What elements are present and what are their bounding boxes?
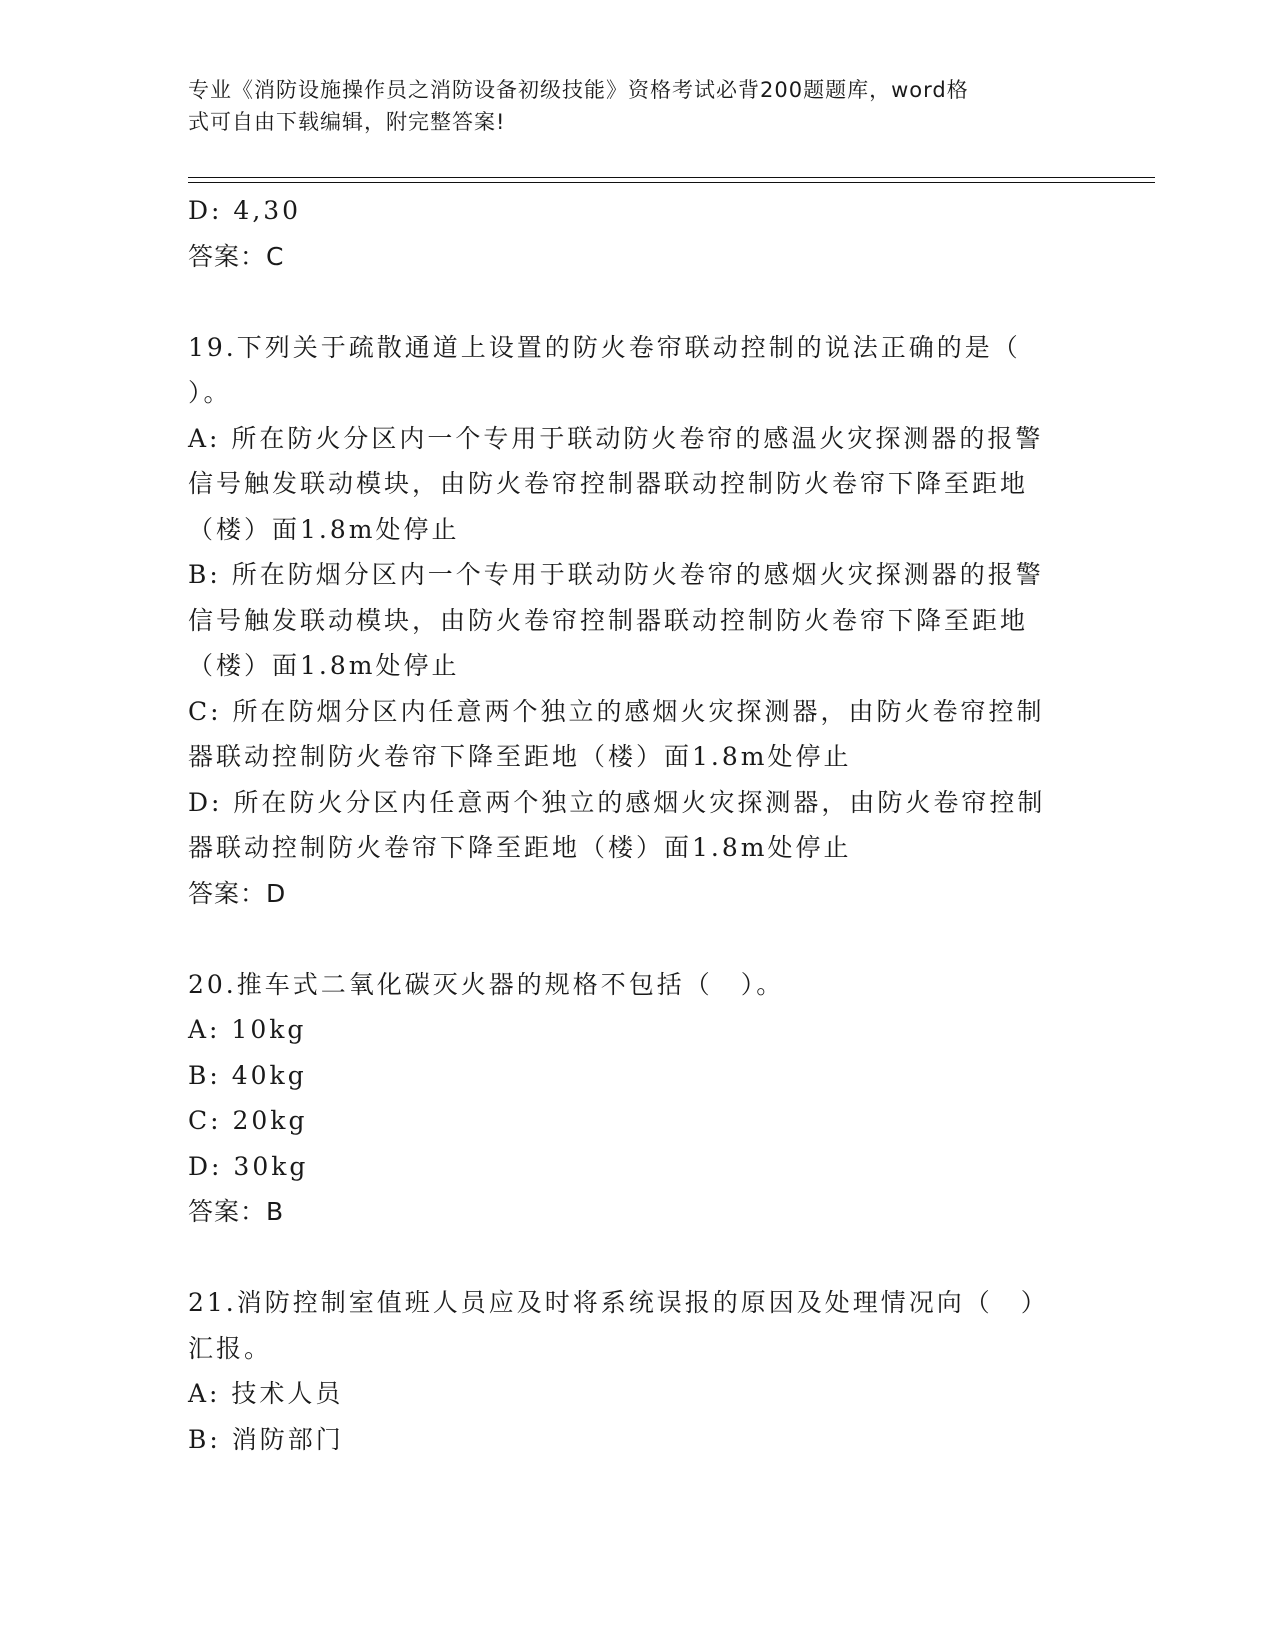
- q20-answer: 答案：B: [188, 1197, 285, 1226]
- q18-option-d: D: 4,30: [188, 196, 302, 225]
- header-line-1: 专业《消防设施操作员之消防设备初级技能》资格考试必背200题题库，word格: [188, 78, 969, 102]
- document-body: [188, 188, 1088, 1462]
- q19-option-c-line-1: C: 所在防烟分区内任意两个独立的感烟火灾探测器，由防火卷帘控制: [188, 696, 1045, 726]
- q19-answer: 答案：D: [188, 878, 287, 908]
- q20-option-a: A: 10kg: [188, 1015, 307, 1044]
- q21-option-b: B: 消防部门: [188, 1424, 344, 1454]
- q19-option-b-line-1: B: 所在防烟分区内一个专用于联动防火卷帘的感烟火灾探测器的报警: [188, 560, 1044, 589]
- q20-stem: 20.推车式二氧化碳灭火器的规格不包括（ ）。: [188, 969, 785, 999]
- document-header: [188, 74, 1068, 138]
- q21-stem-line-2: 汇报。: [188, 1333, 273, 1363]
- q19-stem-line-1: 19.下列关于疏散通道上设置的防火卷帘联动控制的说法正确的是（: [188, 332, 1021, 362]
- q19-option-b-line-3: （楼）面1.8m处停止: [188, 651, 460, 680]
- header-divider-top: [188, 177, 1155, 178]
- q19-option-b-line-2: 信号触发联动模块，由防火卷帘控制器联动控制防火卷帘下降至距地: [188, 605, 1029, 635]
- question-20: [188, 962, 1088, 1235]
- q19-option-a-line-3: （楼）面1.8m处停止: [188, 514, 460, 544]
- q20-option-c: C: 20kg: [188, 1106, 308, 1135]
- spacer: [188, 1235, 1088, 1281]
- spacer: [188, 916, 1088, 962]
- header-divider-bottom: [188, 182, 1155, 183]
- q21-option-a: A: 技术人员: [188, 1379, 344, 1408]
- q20-option-b: B: 40kg: [188, 1060, 307, 1090]
- q18-answer: 答案：C: [188, 241, 285, 271]
- header-line-2: 式可自由下载编辑，附完整答案!: [188, 110, 506, 134]
- q19-option-a-line-1: A: 所在防火分区内一个专用于联动防火卷帘的感温火灾探测器的报警: [188, 423, 1044, 453]
- q19-option-a-line-2: 信号触发联动模块，由防火卷帘控制器联动控制防火卷帘下降至距地: [188, 469, 1029, 498]
- question-21: [188, 1280, 1088, 1462]
- question-19: [188, 325, 1088, 917]
- q19-stem-line-2: ）。: [188, 378, 232, 407]
- spacer: [188, 279, 1088, 325]
- q19-option-c-line-2: 器联动控制防火卷帘下降至距地（楼）面1.8m处停止: [188, 742, 852, 771]
- q20-option-d: D: 30kg: [188, 1151, 309, 1181]
- q19-option-d-line-1: D: 所在防火分区内任意两个独立的感烟火灾探测器，由防火卷帘控制: [188, 787, 1046, 817]
- q19-option-d-line-2: 器联动控制防火卷帘下降至距地（楼）面1.8m处停止: [188, 833, 852, 862]
- q21-stem-line-1: 21.消防控制室值班人员应及时将系统误报的原因及处理情况向（ ）: [188, 1288, 1049, 1317]
